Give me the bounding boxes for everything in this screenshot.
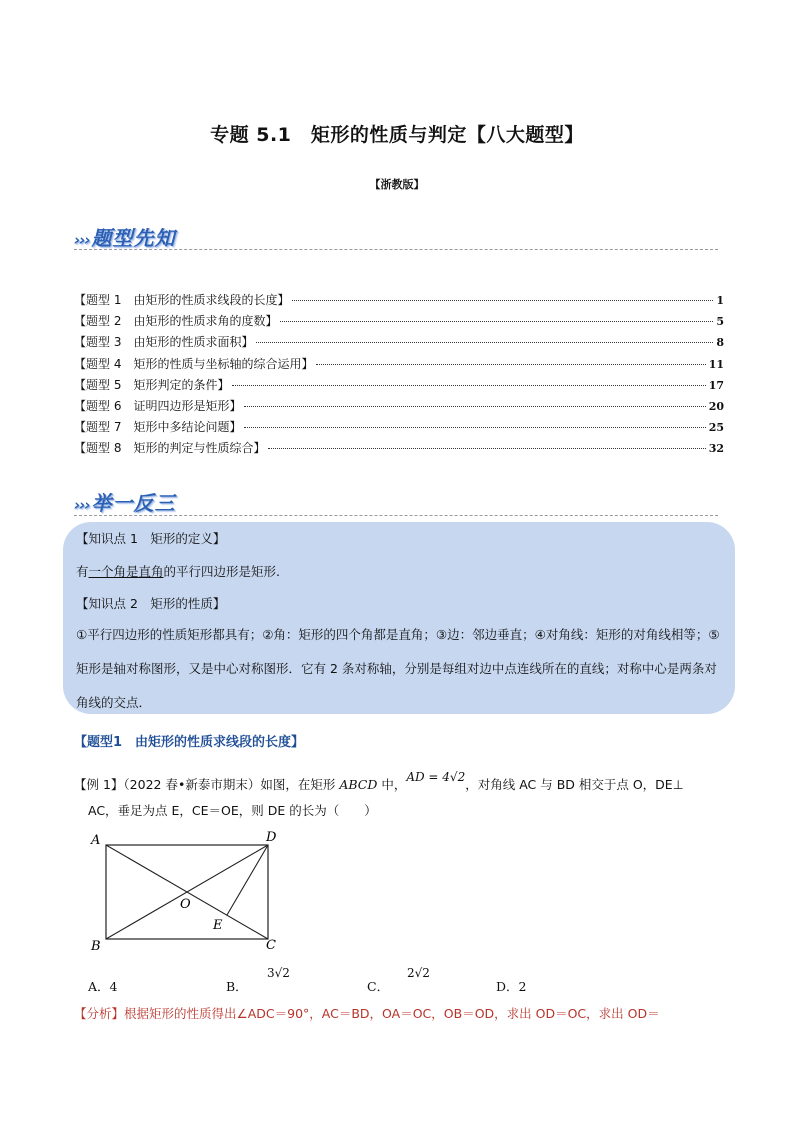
option-c[interactable]: C． xyxy=(367,979,390,994)
page-title: 专题 5.1 矩形的性质与判定【八大题型】 xyxy=(210,124,584,146)
edition-label: 【浙教版】 xyxy=(369,178,425,191)
toc-page: 25 xyxy=(708,421,724,435)
toc-leader xyxy=(244,427,705,428)
toc-item[interactable] xyxy=(74,439,724,460)
knowledge-1-title: 【知识点 1 矩形的定义】 xyxy=(76,531,226,546)
label-b: B xyxy=(91,939,101,954)
toc-label: 【题型 1 由矩形的性质求线段的长度】 xyxy=(74,293,290,307)
toc-item[interactable] xyxy=(74,312,724,333)
toc-page: 8 xyxy=(716,336,724,350)
preview-banner xyxy=(74,222,176,251)
label-a: A xyxy=(91,833,101,848)
k1-text: 的平行四边形是矩形. xyxy=(163,564,281,579)
toc-label: 【题型 8 矩形的判定与性质综合】 xyxy=(74,441,266,456)
practice-banner xyxy=(74,487,176,516)
option-b-value: 3√2 xyxy=(267,966,290,980)
analysis-tag: 【分析】 xyxy=(74,1006,125,1021)
analysis-line xyxy=(74,1004,734,1022)
knowledge-2-title: 【知识点 2 矩形的性质】 xyxy=(76,596,226,611)
divider xyxy=(74,249,718,250)
option-a[interactable]: A．4 xyxy=(88,979,118,994)
banner-arrows-icon: ››› xyxy=(74,496,90,514)
toc-leader xyxy=(232,385,705,386)
toc-item[interactable] xyxy=(74,291,724,312)
toc-label: 【题型 2 由矩形的性质求角的度数】 xyxy=(74,314,278,329)
segment-de xyxy=(227,845,268,915)
example-formula: AD = 4√2 xyxy=(406,770,466,784)
toc-leader xyxy=(280,321,713,322)
example-line-2: AC，垂足为点 E，CE＝OE，则 DE 的长为（ ） xyxy=(88,803,377,818)
question-type-heading: 【题型1 由矩形的性质求线段的长度】 xyxy=(74,735,305,750)
example-line-1 xyxy=(74,770,724,797)
label-o: O xyxy=(180,897,191,912)
divider xyxy=(74,515,718,516)
toc-label: 【题型 7 矩形中多结论问题】 xyxy=(74,420,242,435)
label-c: C xyxy=(266,938,276,953)
toc-label: 【题型 4 矩形的性质与坐标轴的综合运用】 xyxy=(74,356,314,371)
practice-banner-label: 举一反三 xyxy=(91,491,176,515)
option-c-value: 2√2 xyxy=(407,966,430,980)
toc-leader xyxy=(244,406,705,407)
toc-leader xyxy=(316,364,705,365)
option-b[interactable]: B． xyxy=(226,979,248,994)
toc-label: 【题型 5 矩形判定的条件】 xyxy=(74,377,230,392)
toc-leader xyxy=(268,448,705,449)
toc-label: 【题型 3 由矩形的性质求面积】 xyxy=(74,335,254,350)
toc-leader xyxy=(292,300,713,301)
example-text: 【例 1】（2022 春•新泰市期末）如图，在矩形 xyxy=(74,777,340,792)
toc-item[interactable] xyxy=(74,397,724,418)
toc-page: 32 xyxy=(708,442,724,456)
toc-label: 【题型 6 证明四边形是矩形】 xyxy=(74,398,242,413)
toc-page: 11 xyxy=(708,357,724,371)
toc-item[interactable] xyxy=(74,418,724,439)
example-text: ，对角线 AC 与 BD 相交于点 O，DE⊥ xyxy=(465,777,684,792)
example-text: 中， xyxy=(377,777,407,792)
banner-arrows-icon: ››› xyxy=(74,231,90,249)
preview-banner-label: 题型先知 xyxy=(91,226,176,250)
table-of-contents xyxy=(74,291,724,461)
knowledge-2-body: ①平行四边形的性质矩形都具有；②角：矩形的四个角都是直角；③边：邻边垂直；④对角线：矩形的对角线相等；⑤矩形是轴对称图形，又是中心对称图形．它有 2 条对称轴，分别是每组对边中点连线所在的直线；对称中心是两条对角线的交点． xyxy=(76,627,720,710)
toc-item[interactable] xyxy=(74,333,724,354)
k1-underlined: 一个角是直角 xyxy=(88,564,164,579)
label-e: E xyxy=(213,918,223,933)
knowledge-1-body xyxy=(76,562,280,580)
toc-page: 20 xyxy=(708,399,724,413)
toc-leader xyxy=(256,342,713,343)
toc-page: 1 xyxy=(716,294,724,307)
toc-item[interactable] xyxy=(74,355,724,376)
label-d: D xyxy=(266,830,277,845)
toc-page: 17 xyxy=(708,378,724,392)
toc-page: 5 xyxy=(716,315,724,329)
rectangle-figure xyxy=(86,828,286,958)
analysis-text: 根据矩形的性质得出∠ADC＝90°，AC＝BD，OA＝OC，OB＝OD，求出 OD＝OC，求出 OD＝ xyxy=(124,1006,660,1021)
k1-text: 有 xyxy=(76,564,89,579)
option-d[interactable]: D．2 xyxy=(496,979,527,994)
toc-item[interactable] xyxy=(74,376,724,397)
example-math: ABCD xyxy=(339,777,378,792)
